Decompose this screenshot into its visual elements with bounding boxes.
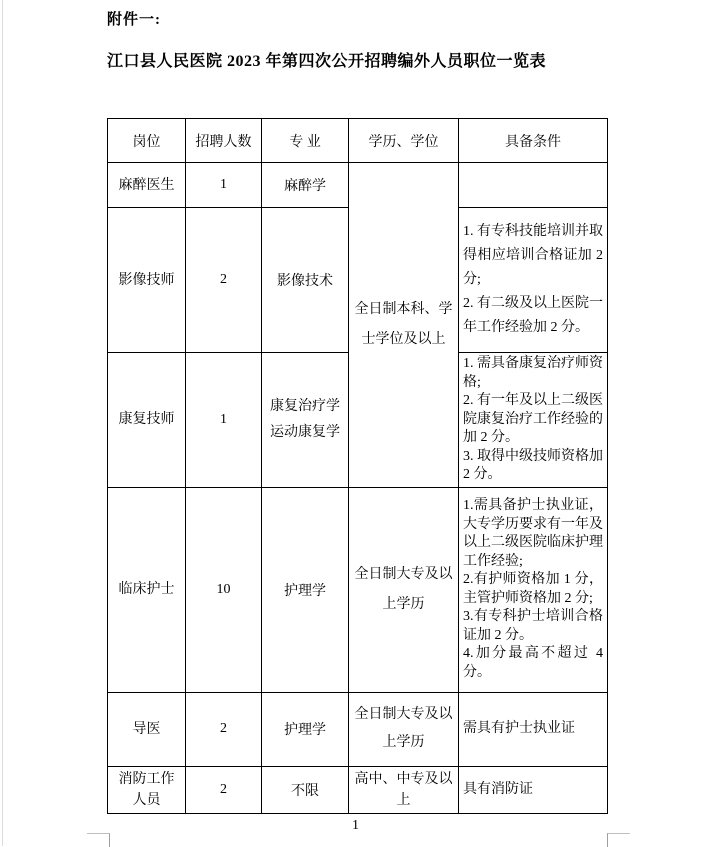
major-cell: 护理学 [262, 692, 349, 766]
table-header-row [108, 119, 608, 163]
count-cell: 1 [186, 163, 262, 208]
requirement-item: 1. 需具备康复治疗师资格; [463, 356, 603, 390]
education-cell: 高中、中专及以上 [349, 766, 459, 813]
header-major: 专 业 [262, 119, 349, 163]
major-cell: 影像技术 [262, 208, 349, 353]
requirement-item: 2. 有二级及以上医院一年工作经验加 2 分。 [463, 296, 603, 335]
page-number: 1 [352, 818, 359, 833]
text-boundary-corner-mark-right [607, 833, 630, 847]
header-requirements: 具备条件 [459, 119, 608, 163]
education-cell: 全日制大专及以上学历 [349, 692, 459, 766]
major-cell: 麻醉学 [262, 163, 349, 208]
requirement-item: 2.有护师资格加 1 分，主管护师资格加 2 分; [463, 572, 603, 606]
requirement-item: 1.需具备护士执业证，大专学历要求有一年及以上二级医院临床护理工作经验; [463, 498, 603, 569]
major-cell: 护理学 [262, 487, 349, 692]
count-cell: 2 [186, 766, 262, 813]
requirements-empty-cell [459, 163, 608, 208]
requirement-item: 具有消防证 [463, 781, 533, 797]
position-cell: 麻醉医生 [108, 163, 186, 208]
header-count: 招聘人数 [186, 119, 262, 163]
major-cell: 不限 [262, 766, 349, 813]
requirements-cell [459, 208, 608, 353]
education-cell: 全日制大专及以上学历 [349, 487, 459, 692]
count-cell: 10 [186, 487, 262, 692]
requirement-item: 3. 取得中级技师资格加 2 分。 [463, 448, 603, 482]
count-cell: 2 [186, 692, 262, 766]
requirement-item: 3.有专科护士培训合格证加 2 分。 [463, 609, 603, 643]
page-edge-line [2, 0, 3, 846]
requirements-cell [459, 692, 608, 766]
major-cell [262, 353, 349, 488]
count-cell: 1 [186, 353, 262, 488]
requirements-cell [459, 487, 608, 692]
position-cell: 消防工作人员 [108, 766, 186, 813]
education-merged-cell: 全日制本科、学士学位及以上 [349, 163, 459, 488]
position-cell: 康复技师 [108, 353, 186, 488]
positions-table [107, 118, 608, 814]
requirements-cell [459, 353, 608, 488]
table-row [108, 766, 608, 813]
position-cell: 临床护士 [108, 487, 186, 692]
major-line: 康复治疗学 [270, 398, 340, 414]
header-education: 学历、学位 [349, 119, 459, 163]
header-position: 岗位 [108, 119, 186, 163]
table-row [108, 487, 608, 692]
requirement-item: 需具有护士执业证 [463, 721, 575, 736]
requirements-cell [459, 766, 608, 813]
table-row [108, 692, 608, 766]
attachment-label: 附件一: [107, 12, 161, 28]
major-line: 运动康复学 [270, 424, 340, 440]
position-cell: 影像技师 [108, 208, 186, 353]
text-boundary-corner-mark-left [87, 833, 110, 847]
requirement-item: 2. 有一年及以上二级医院康复治疗工作经验的加 2 分。 [463, 393, 603, 445]
document-title: 江口县人民医院 2023 年第四次公开招聘编外人员职位一览表 [107, 53, 547, 70]
requirement-item: 1. 有专科技能培训并取得相应培训合格证加 2 分; [463, 224, 603, 287]
position-cell: 导医 [108, 692, 186, 766]
table-row [108, 163, 608, 208]
requirement-item: 4.加分最高不超过 4 分。 [463, 646, 603, 680]
count-cell: 2 [186, 208, 262, 353]
